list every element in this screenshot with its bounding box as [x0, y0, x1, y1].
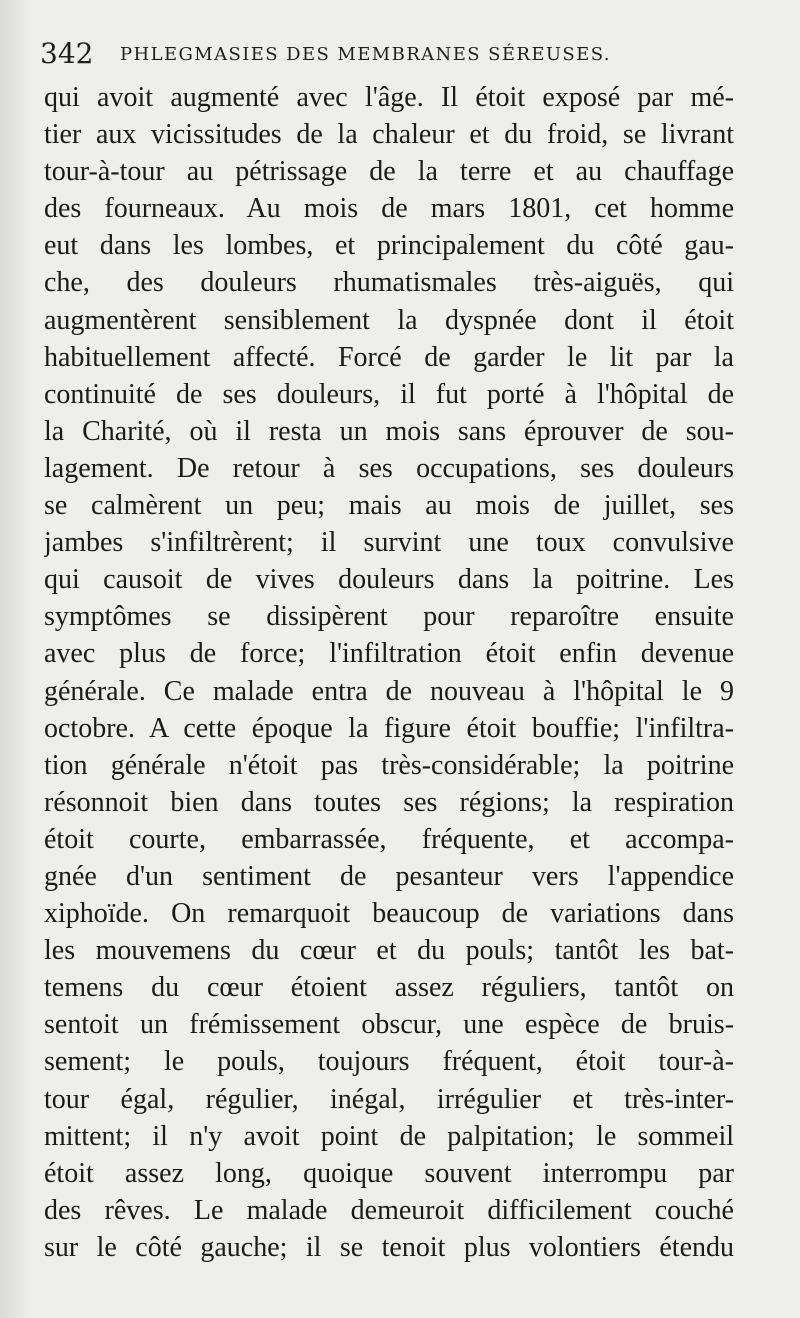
running-head [40, 36, 760, 72]
text-line: mittent; il n'y avoit point de palpitation; le sommeil [44, 1120, 734, 1152]
text-line: qui avoit augmenté avec l'âge. Il étoit exposé par mé- [44, 82, 734, 113]
text-line: les mouvemens du cœur et du pouls; tantôt les bat- [44, 935, 734, 967]
text-line: générale. Ce malade entra de nouveau à l'hôpital le 9 [44, 675, 734, 707]
body-text [44, 79, 734, 1266]
text-line: sur le côté gauche; il se tenoit plus volontiers étendu [44, 1231, 734, 1263]
text-line: augmentèrent sensiblement la dyspnée dont il étoit [44, 304, 734, 336]
text-line: temens du cœur étoient assez réguliers, tantôt on [44, 972, 734, 1004]
text-line: tour égal, régulier, inégal, irrégulier et très-inter- [44, 1083, 734, 1115]
text-line: résonnoit bien dans toutes ses régions; la respiration [44, 786, 734, 818]
text-line: sement; le pouls, toujours fréquent, étoit tour-à- [44, 1046, 734, 1078]
text-line: sentoit un frémissement obscur, une espèce de bruis- [44, 1009, 734, 1041]
text-line: avec plus de force; l'infiltration étoit enfin devenue [44, 638, 734, 670]
text-line: tier aux vicissitudes de la chaleur et du froid, se livrant [44, 119, 734, 151]
text-line: étoit courte, embarrassée, fréquente, et accompa- [44, 823, 734, 855]
text-line: tion générale n'étoit pas très-considérable; la poitrine [44, 749, 734, 781]
text-line: habituellement affecté. Forcé de garder le lit par la [44, 341, 734, 373]
text-line: jambes s'infiltrèrent; il survint une toux convulsive [44, 527, 734, 559]
text-line: eut dans les lombes, et principalement du côté gau- [44, 230, 734, 262]
text-line: tour-à-tour au pétrissage de la terre et au chauffage [44, 156, 734, 188]
page-number: 342 [40, 37, 94, 70]
text-line: octobre. A cette époque la figure étoit bouffie; l'infiltra- [44, 712, 734, 744]
text-line: la Charité, où il resta un mois sans éprouver de sou- [44, 415, 734, 447]
text-line: symptômes se dissipèrent pour reparoître ensuite [44, 601, 734, 633]
text-line: des fourneaux. Au mois de mars 1801, cet homme [44, 193, 734, 225]
text-line: che, des douleurs rhumatismales très-aiguës, qui [44, 267, 734, 299]
text-line: lagement. De retour à ses occupations, ses douleurs [44, 452, 734, 484]
text-line: se calmèrent un peu; mais au mois de juillet, ses [44, 490, 734, 522]
text-line: des rêves. Le malade demeuroit difficilement couché [44, 1194, 734, 1226]
text-line: étoit assez long, quoique souvent interrompu par [44, 1157, 734, 1189]
text-line: xiphoïde. On remarquoit beaucoup de variations dans [44, 898, 734, 930]
running-title: PHLEGMASIES DES MEMBRANES SÉREUSES. [120, 44, 611, 65]
text-line: qui causoit de vives douleurs dans la poitrine. Les [44, 564, 734, 596]
text-line: continuité de ses douleurs, il fut porté à l'hôpital de [44, 378, 734, 410]
text-line: gnée d'un sentiment de pesanteur vers l'appendice [44, 860, 734, 892]
page-gutter-shadow [0, 0, 30, 1318]
